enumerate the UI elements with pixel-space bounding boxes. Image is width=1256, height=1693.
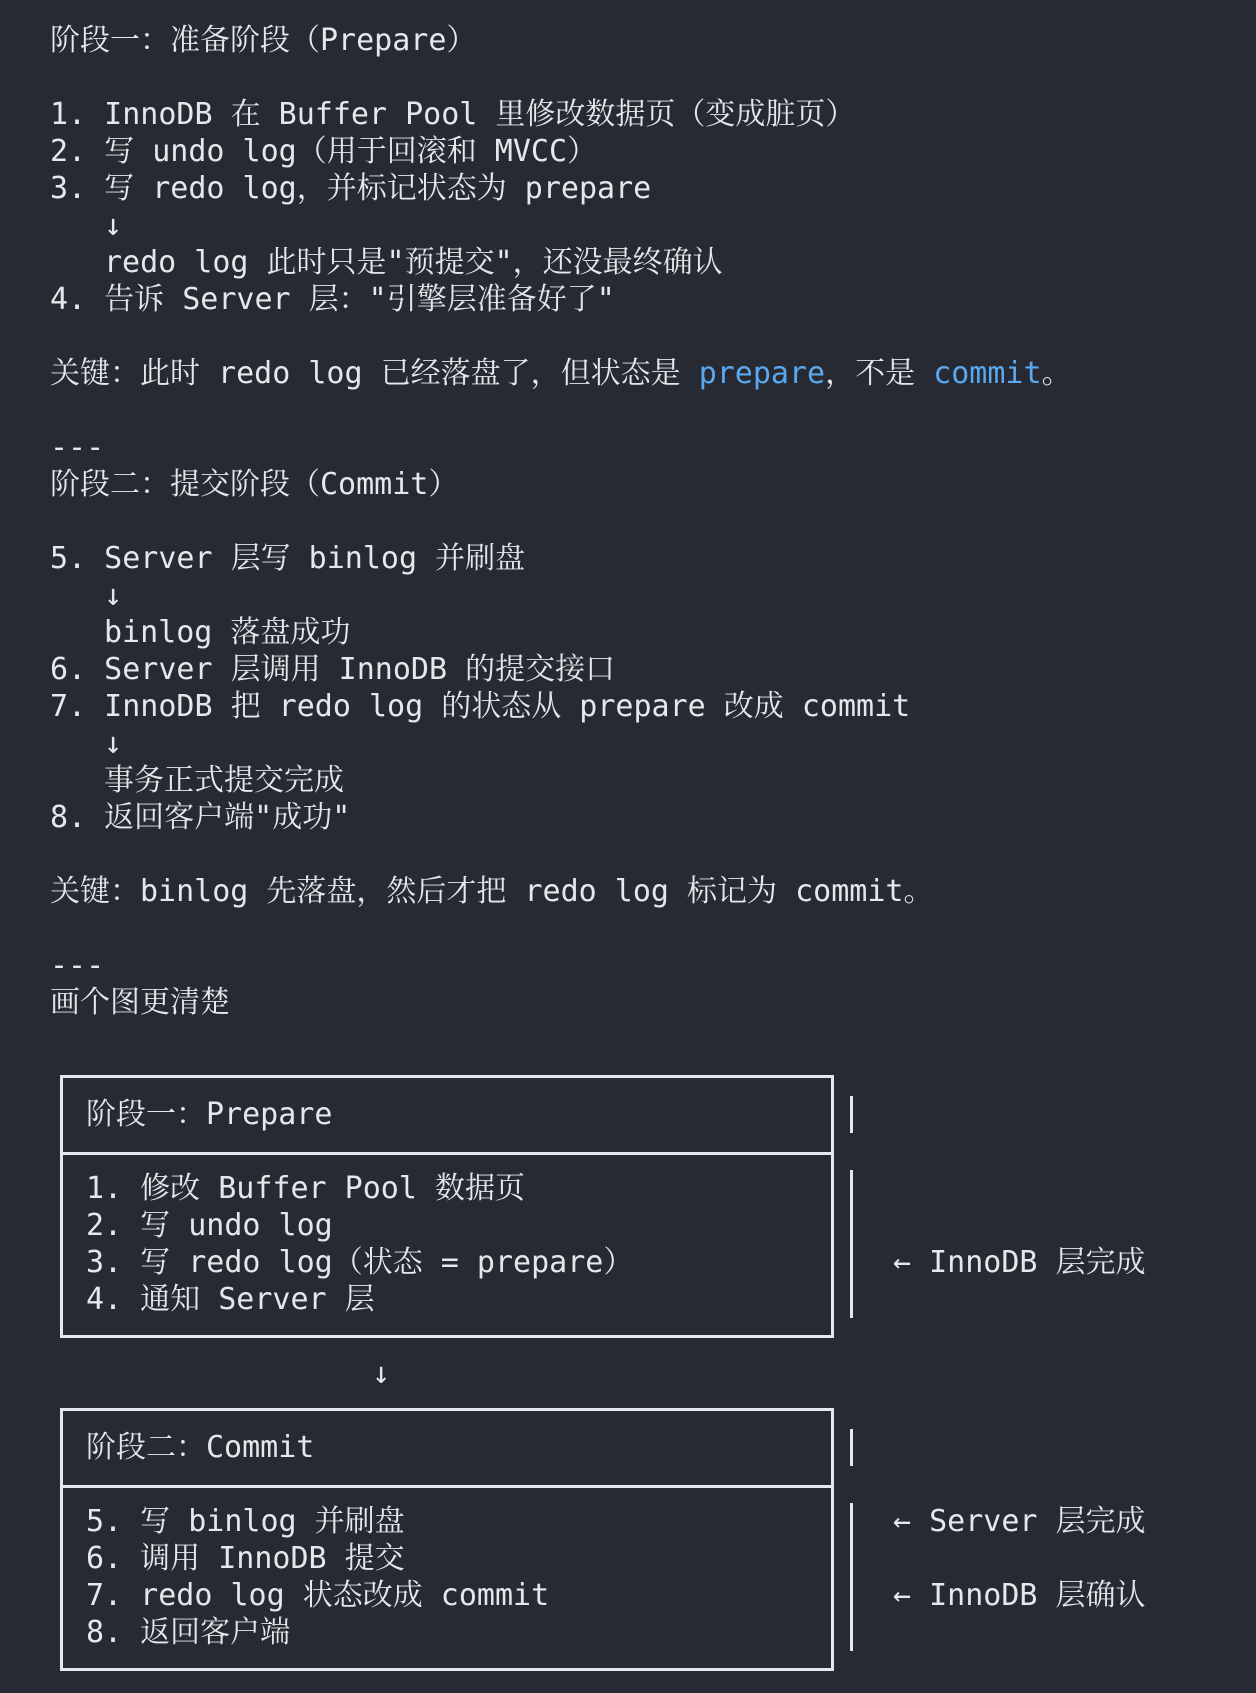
phase2-step5: 5. Server 层写 binlog 并刷盘 <box>50 541 526 576</box>
box1-item: 4. 通知 Server 层 <box>86 1282 375 1317</box>
box2-title: 阶段二：Commit <box>86 1430 315 1465</box>
phase2-title: 阶段二：提交阶段（Commit） <box>50 467 459 502</box>
box-right-tick <box>831 1303 834 1325</box>
box2-item: 7. redo log 状态改成 commit <box>86 1578 550 1613</box>
down-arrow: ↓ <box>104 726 123 761</box>
box1-item: 3. 写 redo log（状态 = prepare） <box>86 1245 634 1280</box>
phase1-step3: 3. 写 redo log，并标记状态为 prepare <box>50 171 652 206</box>
phase2-note2: 事务正式提交完成 <box>104 763 344 798</box>
phase2-step7: 7. InnoDB 把 redo log 的状态从 prepare 改成 commit <box>50 689 911 724</box>
diagram-intro: 画个图更清楚 <box>50 985 230 1020</box>
box-side-rail <box>850 1096 853 1133</box>
phase1-note: redo log 此时只是"预提交"，还没最终确认 <box>104 245 723 280</box>
phase2-key: 关键：binlog 先落盘，然后才把 redo log 标记为 commit。 <box>50 874 934 909</box>
phase1-step1: 1. InnoDB 在 Buffer Pool 里修改数据页（变成脏页） <box>50 97 856 132</box>
phase1-step4: 4. 告诉 Server 层："引擎层准备好了" <box>50 282 615 317</box>
divider: --- <box>50 948 105 983</box>
box-right-tick <box>831 1636 834 1658</box>
phase1-step2: 2. 写 undo log（用于回滚和 MVCC） <box>50 134 598 169</box>
box2-note-server: ← Server 层完成 <box>893 1504 1146 1539</box>
box-right-tick <box>831 1132 834 1154</box>
down-arrow: ↓ <box>104 578 123 613</box>
box2-item: 5. 写 binlog 并刷盘 <box>86 1504 405 1539</box>
box-right-tick <box>831 1465 834 1487</box>
box2-item: 8. 返回客户端 <box>86 1615 291 1650</box>
box-separator <box>63 1152 831 1155</box>
box2-note-innodb: ← InnoDB 层确认 <box>893 1578 1146 1613</box>
key-text-suffix: 。 <box>1041 356 1072 391</box>
phase2-note1: binlog 落盘成功 <box>104 615 351 650</box>
box1-item: 1. 修改 Buffer Pool 数据页 <box>86 1171 525 1206</box>
key-highlight-commit: commit <box>933 356 1042 391</box>
key-text-prefix: 关键：此时 redo log 已经落盘了，但状态是 <box>50 356 699 391</box>
box-side-rail <box>850 1429 853 1466</box>
phase1-key <box>50 355 1072 392</box>
down-arrow: ↓ <box>104 208 123 243</box>
box1-item: 2. 写 undo log <box>86 1208 333 1243</box>
box-side-rail <box>850 1503 853 1651</box>
key-highlight-prepare: prepare <box>698 356 826 391</box>
box1-note: ← InnoDB 层完成 <box>893 1245 1146 1280</box>
box2-item: 6. 调用 InnoDB 提交 <box>86 1541 405 1576</box>
phase2-step6: 6. Server 层调用 InnoDB 的提交接口 <box>50 652 616 687</box>
key-text-mid: ，不是 <box>825 356 934 391</box>
phase2-step8: 8. 返回客户端"成功" <box>50 800 351 835</box>
down-arrow-icon: ↓ <box>372 1356 391 1391</box>
box-side-rail <box>850 1170 853 1318</box>
box1-title: 阶段一：Prepare <box>86 1097 333 1132</box>
box-separator <box>63 1485 831 1488</box>
divider: --- <box>50 430 105 465</box>
phase1-title: 阶段一：准备阶段（Prepare） <box>50 23 477 58</box>
